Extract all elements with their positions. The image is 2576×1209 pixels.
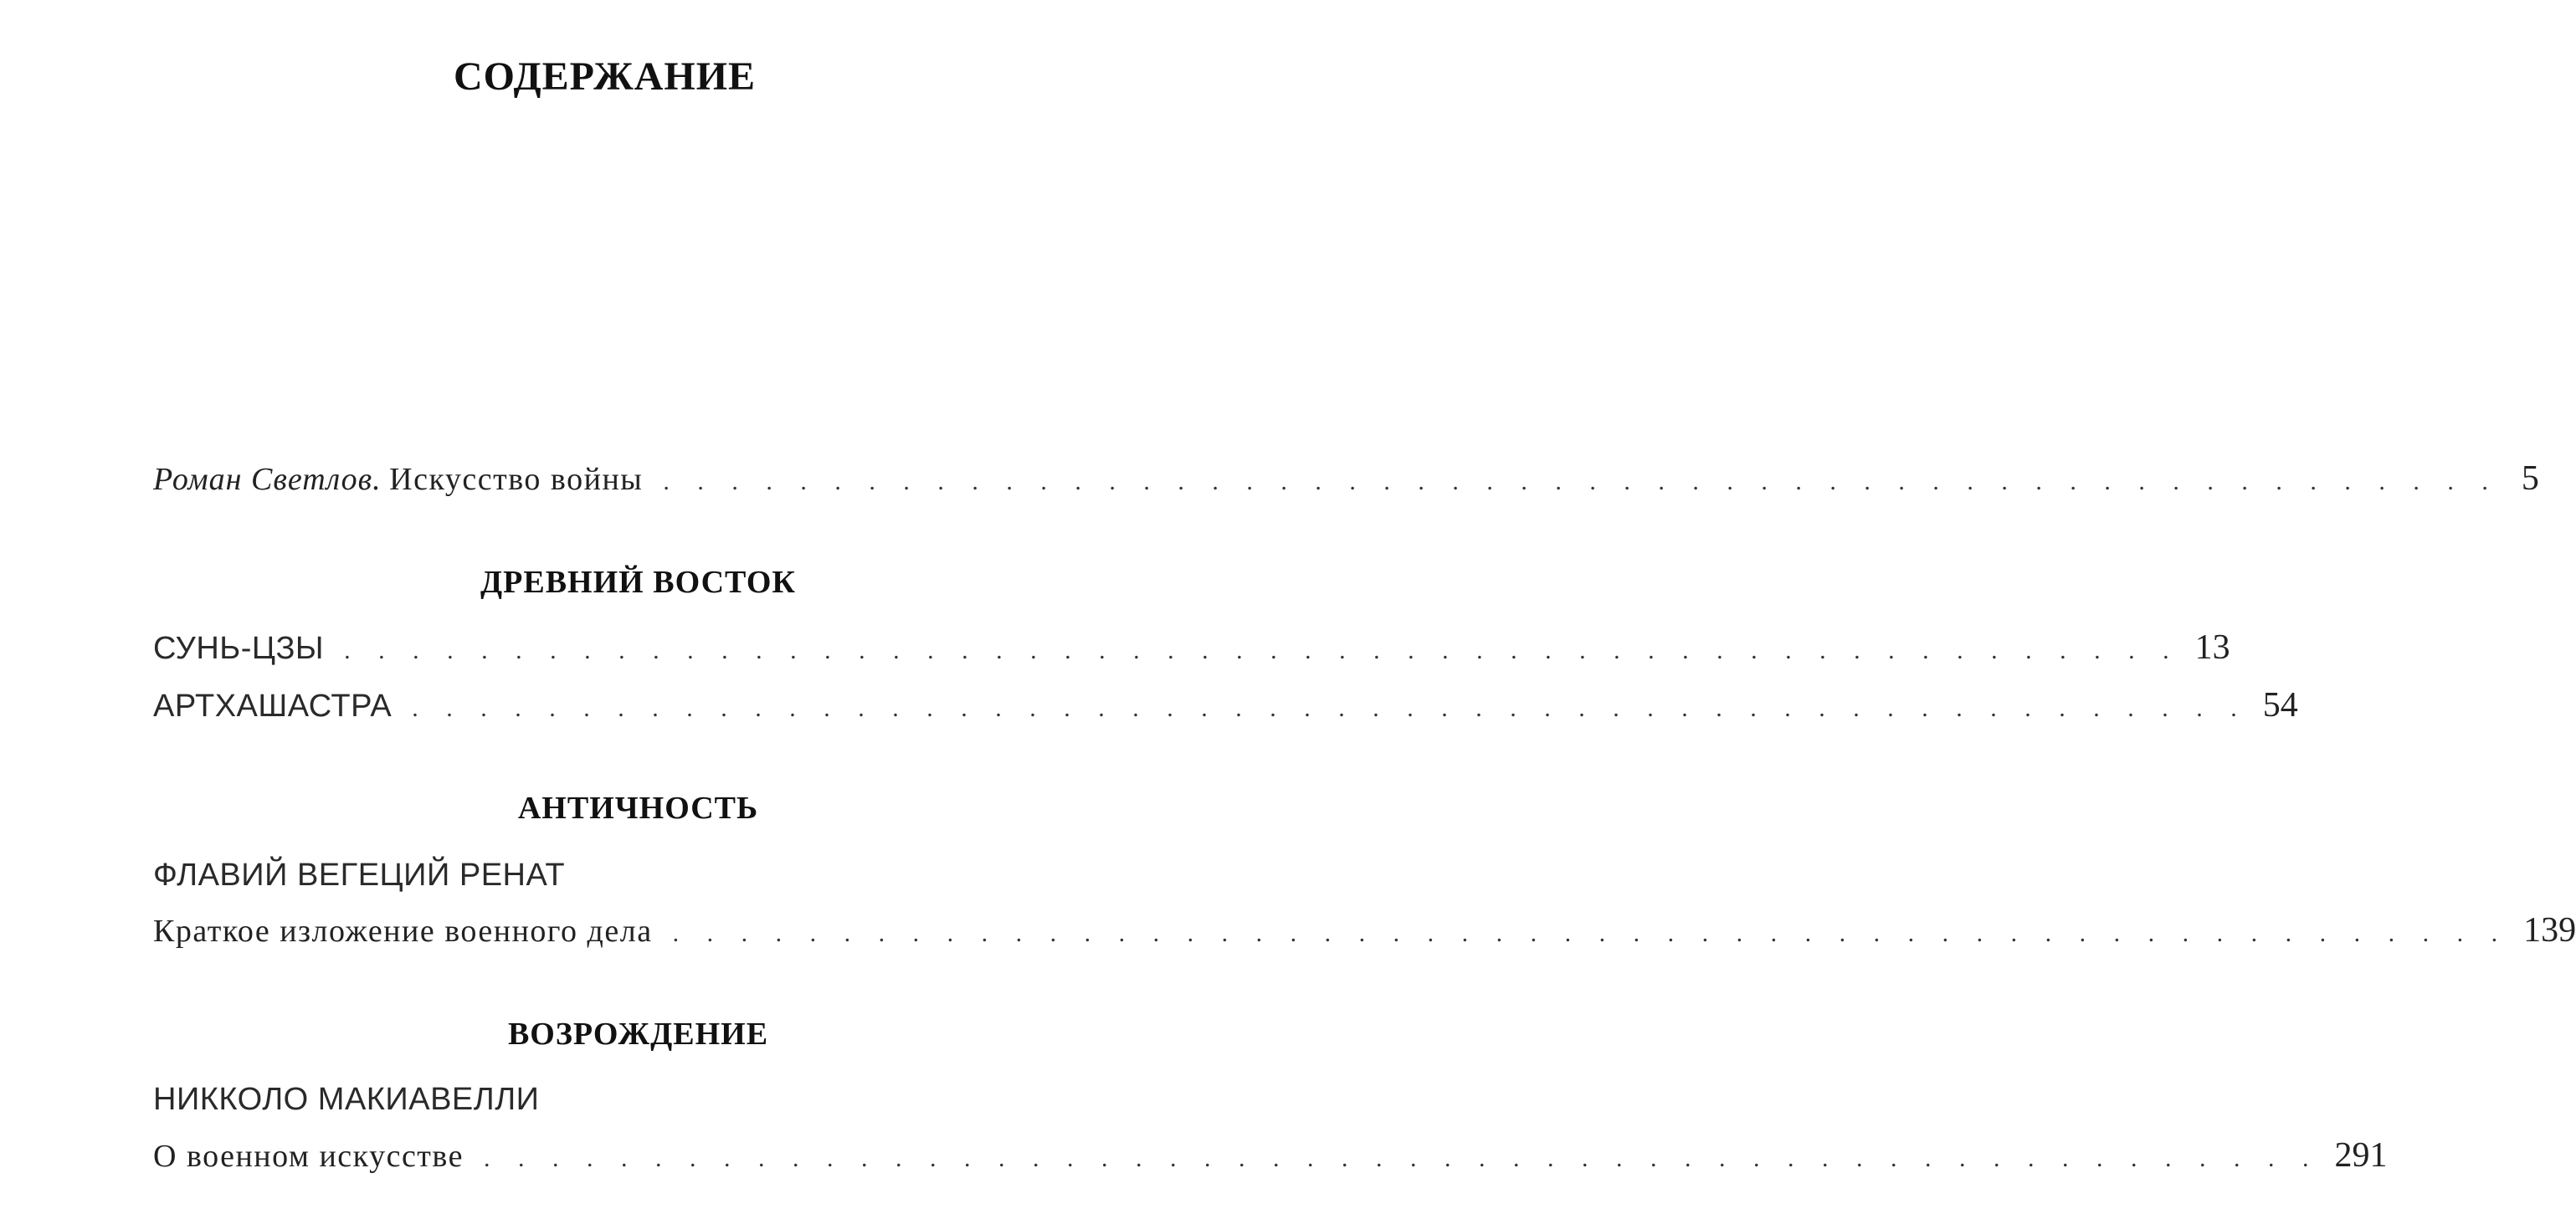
toc-entry-author: Роман Светлов. <box>153 462 382 497</box>
dot-leader: . . . . . . . . . . . . . . . . . . . . . . . . . . . . . . . . . . . . . . . . . . . . . . . . . . . . . . <box>484 1145 2320 1172</box>
toc-entry-title: О военном искусстве <box>153 1139 464 1174</box>
toc-page-number: 139 <box>2523 911 2576 950</box>
dot-leader: . . . . . . . . . . . . . . . . . . . . . . . . . . . . . . . . . . . . . . . . . . . . . . . . . . . . . . <box>412 694 2248 722</box>
toc-author-machiavelli: НИККОЛО МАКИАВЕЛЛИ <box>153 1082 540 1117</box>
page-title: СОДЕРЖАНИЕ <box>453 54 757 99</box>
toc-entry-title: АРТХАШАСТРА <box>153 689 393 724</box>
toc-page-number: 54 <box>2262 686 2298 725</box>
dot-leader: . . . . . . . . . . . . . . . . . . . . . . . . . . . . . . . . . . . . . . . . . . . . . . . . . . . . . . <box>663 468 2499 495</box>
toc-author-vegetius: ФЛАВИЙ ВЕГЕЦИЙ РЕНАТ <box>153 858 566 893</box>
toc-entry-title: Краткое изложение военного дела <box>153 914 653 949</box>
toc-entry-arthashastra[interactable] <box>153 682 2298 729</box>
section-heading-renaissance: ВОЗРОЖДЕНИЕ <box>507 1017 769 1052</box>
section-heading-antiquity: АНТИЧНОСТЬ <box>517 791 759 826</box>
toc-page-number: 5 <box>2521 459 2539 498</box>
dot-leader: . . . . . . . . . . . . . . . . . . . . . . . . . . . . . . . . . . . . . . . . . . . . . . . . . . . . . . <box>672 920 2509 947</box>
dot-leader: . . . . . . . . . . . . . . . . . . . . . . . . . . . . . . . . . . . . . . . . . . . . . . . . . . . . . . <box>344 637 2180 664</box>
toc-entry-intro[interactable] <box>153 455 2539 502</box>
toc-entry-sun-tzu[interactable] <box>153 624 2230 671</box>
toc-entry-machiavelli[interactable] <box>153 1132 2388 1179</box>
toc-entry-vegetius[interactable] <box>153 907 2576 954</box>
toc-entry-title: СУНЬ-ЦЗЫ <box>153 631 325 666</box>
toc-page-number: 291 <box>2334 1136 2388 1175</box>
section-heading-ancient-east: ДРЕВНИЙ ВОСТОК <box>480 565 796 600</box>
toc-entry-text <box>153 456 643 503</box>
toc-entry-title: Искусство войны <box>389 462 644 497</box>
toc-page-number: 13 <box>2194 628 2230 667</box>
